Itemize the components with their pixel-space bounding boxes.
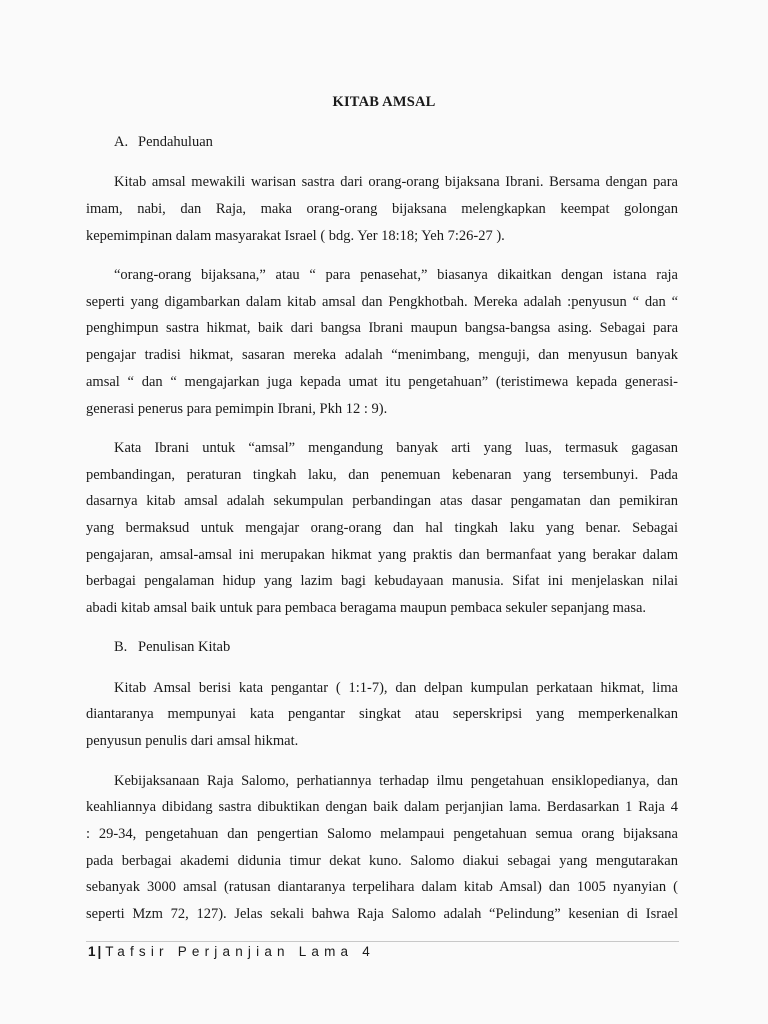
text-line: penghimpun sastra hikmat, baik dari bangsa Ibrani maupun bangsa-bangsa asing. Sebagai para <box>86 320 678 336</box>
text-line: Kebijaksanaan Raja Salomo, perhatiannya terhadap ilmu pengetahuan ensiklopedianya, dan <box>114 773 678 789</box>
text-line: dasarnya kitab amsal adalah sekumpulan perbandingan atas dasar pengamatan dan pemikiran <box>86 493 678 509</box>
footer-title: Tafsir Perjanjian Lama 4 <box>105 944 375 959</box>
page-footer <box>88 944 375 959</box>
text-line: pengajar tradisi hikmat, sasaran mereka adalah “menimbang, menguji, dan menyusun banyak <box>86 347 678 363</box>
text-line: pengajaran, amsal-amsal ini merupakan hikmat yang praktis dan bermanfaat yang berakar dalam <box>86 547 678 563</box>
text-line: seperti Mzm 72, 127). Jelas sekali bahwa Raja Salomo adalah “Pelindung” kesenian di Israel <box>86 906 678 922</box>
text-line: sebanyak 3000 amsal (ratusan diantaranya terpelihara dalam kitab Amsal) dan 1005 nyanyian ( <box>86 879 678 895</box>
text-line: amsal “ dan “ mengajarkan juga kepada umat itu pengetahuan” (teristimewa kepada generasi- <box>86 374 678 390</box>
text-line: Kata Ibrani untuk “amsal” mengandung banyak arti yang luas, termasuk gagasan <box>114 440 678 456</box>
footer-separator: | <box>97 944 102 959</box>
text-line: seperti yang digambarkan dalam kitab amsal dan Pengkhotbah. Mereka adalah :penyusun “ dan “ <box>86 294 678 310</box>
section-number: B. <box>114 639 128 655</box>
footer-divider <box>86 941 679 942</box>
text-line: pada berbagai akademi didunia timur dekat kuno. Salomo diakui sebagai yang mengutarakan <box>86 853 678 869</box>
text-line: : 29-34, pengetahuan dan pengertian Salomo melampaui pengetahuan semua orang bijaksana <box>86 826 678 842</box>
text-line: kepemimpinan dalam masyarakat Israel ( bdg. Yer 18:18; Yeh 7:26-27 ). <box>86 228 505 244</box>
page-number: 1 <box>88 944 96 959</box>
text-line: Kitab Amsal berisi kata pengantar ( 1:1-7), dan delpan kumpulan perkataan hikmat, lima <box>114 680 678 696</box>
section-number: A. <box>114 134 129 150</box>
text-line: abadi kitab amsal baik untuk para pembaca beragama maupun pembaca sekuler sepanjang masa. <box>86 600 647 616</box>
text-line: penyusun penulis dari amsal hikmat. <box>86 733 299 749</box>
section-heading-b <box>114 639 230 656</box>
document-title: KITAB AMSAL <box>332 94 436 110</box>
text-line: yang bermaksud untuk mengajar orang-orang dan hal tingkah laku yang benar. Sebagai <box>86 520 678 536</box>
text-line: keahliannya dibidang sastra dibuktikan dengan baik dalam perjanjian lama. Berdasarkan 1 Raja 4 <box>86 799 678 815</box>
text-line: Kitab amsal mewakili warisan sastra dari orang-orang bijaksana Ibrani. Bersama dengan para <box>114 174 678 190</box>
text-line: diantaranya mempunyai kata pengantar singkat atau seperskripsi yang memperkenalkan <box>86 706 678 722</box>
text-line: pembandingan, peraturan tingkah laku, dan penemuan kebenaran yang tersembunyi. Pada <box>86 467 678 483</box>
text-line: generasi penerus para pemimpin Ibrani, Pkh 12 : 9). <box>86 401 388 417</box>
section-heading-a <box>114 134 213 151</box>
text-line: berbagai pengalaman hidup yang lazim bagi kebudayaan manusia. Sifat ini menjelaskan nilai <box>86 573 678 589</box>
text-line: “orang-orang bijaksana,” atau “ para penasehat,” biasanya dikaitkan dengan istana raja <box>114 267 678 283</box>
section-label: Pendahuluan <box>138 134 213 150</box>
section-label: Penulisan Kitab <box>138 639 231 655</box>
text-line: imam, nabi, dan Raja, maka orang-orang bijaksana melengkapkan keempat golongan <box>86 201 678 217</box>
